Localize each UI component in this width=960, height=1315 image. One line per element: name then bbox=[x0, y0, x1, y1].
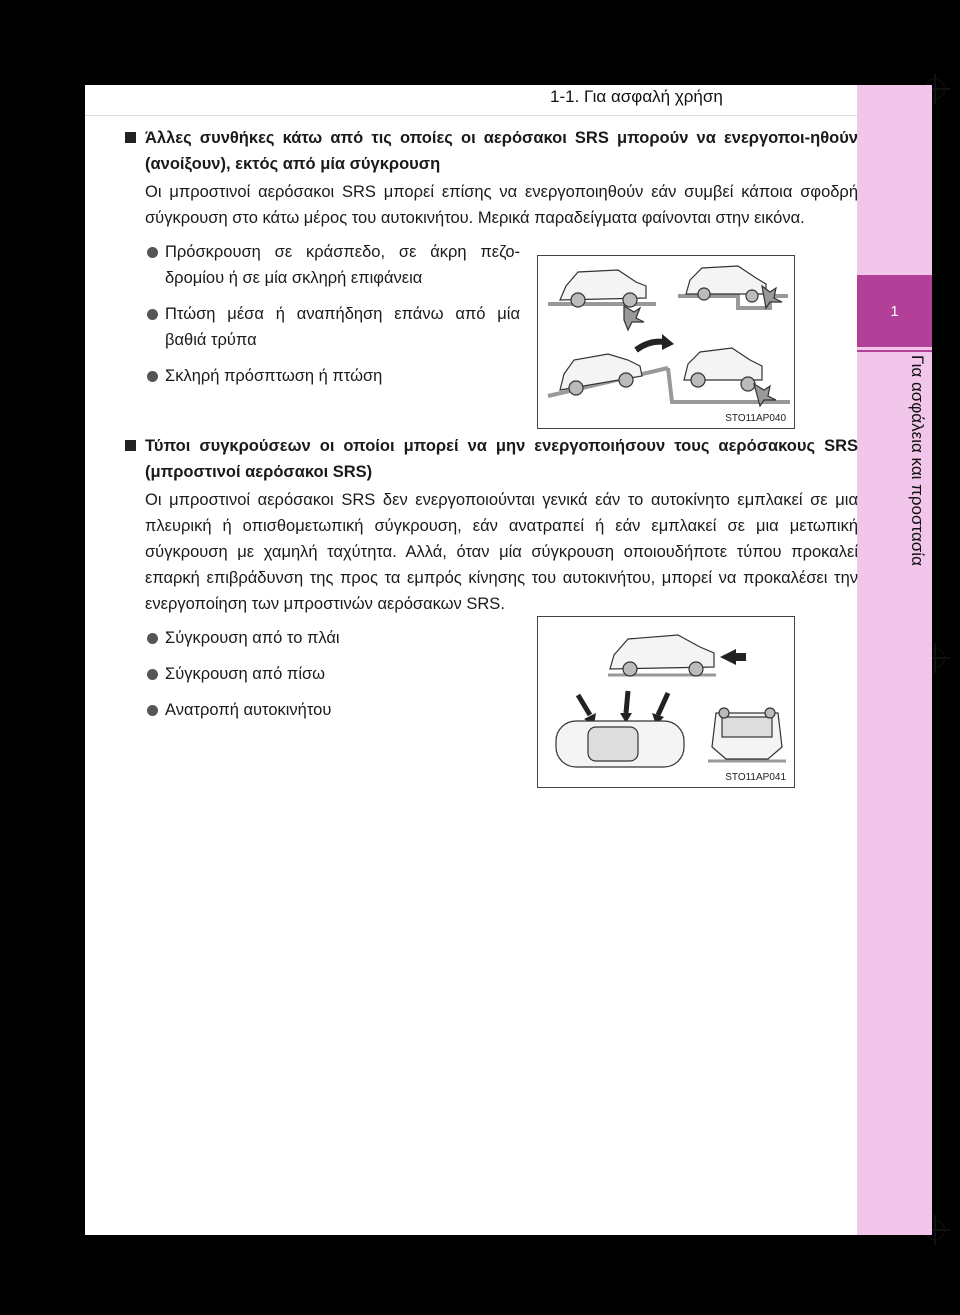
section-heading-1-text: Άλλες συνθήκες κάτω από τις οποίες οι αερόσακοι SRS μπορούν να ενεργοποι-ηθούν (ανοίξουν), εκτός από μία σύγκρουση bbox=[145, 129, 858, 173]
chapter-number: 1 bbox=[857, 275, 932, 347]
list-item: Σύγκρουση από πίσω bbox=[123, 661, 520, 687]
figure-underbody-impacts bbox=[537, 255, 795, 429]
header-divider bbox=[85, 115, 857, 116]
list-item: Πρόσκρουση σε κράσπεδο, σε άκρη πεζο-δρομίου ή σε μία σκληρή επιφάνεια bbox=[123, 239, 520, 291]
bullet-dot-icon bbox=[147, 371, 158, 382]
section-heading-2 bbox=[123, 433, 858, 485]
non-deploy-collision-illustration bbox=[538, 617, 794, 787]
page-header-title: 1-1. Για ασφαλή χρήση bbox=[550, 87, 723, 106]
section-heading-2-text: Τύποι συγκρούσεων οι οποίοι μπορεί να μην ενεργοποιήσουν τους αερόσακους SRS (μπροστινοί αερόσακοι SRS) bbox=[145, 437, 858, 481]
list-item: Σύγκρουση από το πλάι bbox=[123, 625, 520, 651]
list-item: Πτώση μέσα ή αναπήδηση επάνω από μία βαθιά τρύπα bbox=[123, 301, 520, 353]
square-bullet-icon bbox=[125, 132, 136, 143]
section-paragraph-2: Οι μπροστινοί αερόσακοι SRS δεν ενεργοποιούνται γενικά εάν το αυτοκίνητο εμπλακεί σε μια πλευρική ή οπισθομετωπική σύγκρουση, εάν ανατραπεί ή εάν εμπλακεί σε μια μετωπική σύγκρουση με χαμηλή ταχύτητα. Αλλά, όταν μία σύγκρουση οποιουδήποτε τύπου προκαλεί επαρκή επιβράδυνση της προς τα εμπρός κίνησης του αυτοκινήτου, μπορεί να προκαλέσει την ενεργοποίηση των μπροστινών αερόσακων SRS. bbox=[145, 491, 858, 613]
chapter-side-tab bbox=[857, 85, 932, 1235]
figure-code: STO11AP041 bbox=[725, 772, 786, 783]
bullet-dot-icon bbox=[147, 633, 158, 644]
tab-divider bbox=[857, 350, 932, 352]
bullet-dot-icon bbox=[147, 705, 158, 716]
list-item: Ανατροπή αυτοκινήτου bbox=[123, 697, 520, 723]
chapter-label: Για ασφάλεια και προστασία bbox=[908, 355, 927, 566]
figure-code: STO11AP040 bbox=[725, 413, 786, 424]
underbody-impact-illustration bbox=[538, 256, 794, 428]
manual-page bbox=[85, 85, 932, 1235]
figure-non-deploy-collisions bbox=[537, 616, 795, 788]
list-item: Σκληρή πρόσπτωση ή πτώση bbox=[123, 363, 520, 389]
square-bullet-icon bbox=[125, 440, 136, 451]
bullet-dot-icon bbox=[147, 309, 158, 320]
bullet-dot-icon bbox=[147, 669, 158, 680]
bullet-dot-icon bbox=[147, 247, 158, 258]
section-paragraph-1: Οι μπροστινοί αερόσακοι SRS μπορεί επίσης να ενεργοποιηθούν εάν συμβεί κάποια σφοδρή σύγκρουση στο κάτω μέρος του αυτοκινήτου. Μερικά παραδείγματα φαίνονται στην εικόνα. bbox=[145, 183, 858, 227]
section-heading-1 bbox=[123, 125, 858, 177]
